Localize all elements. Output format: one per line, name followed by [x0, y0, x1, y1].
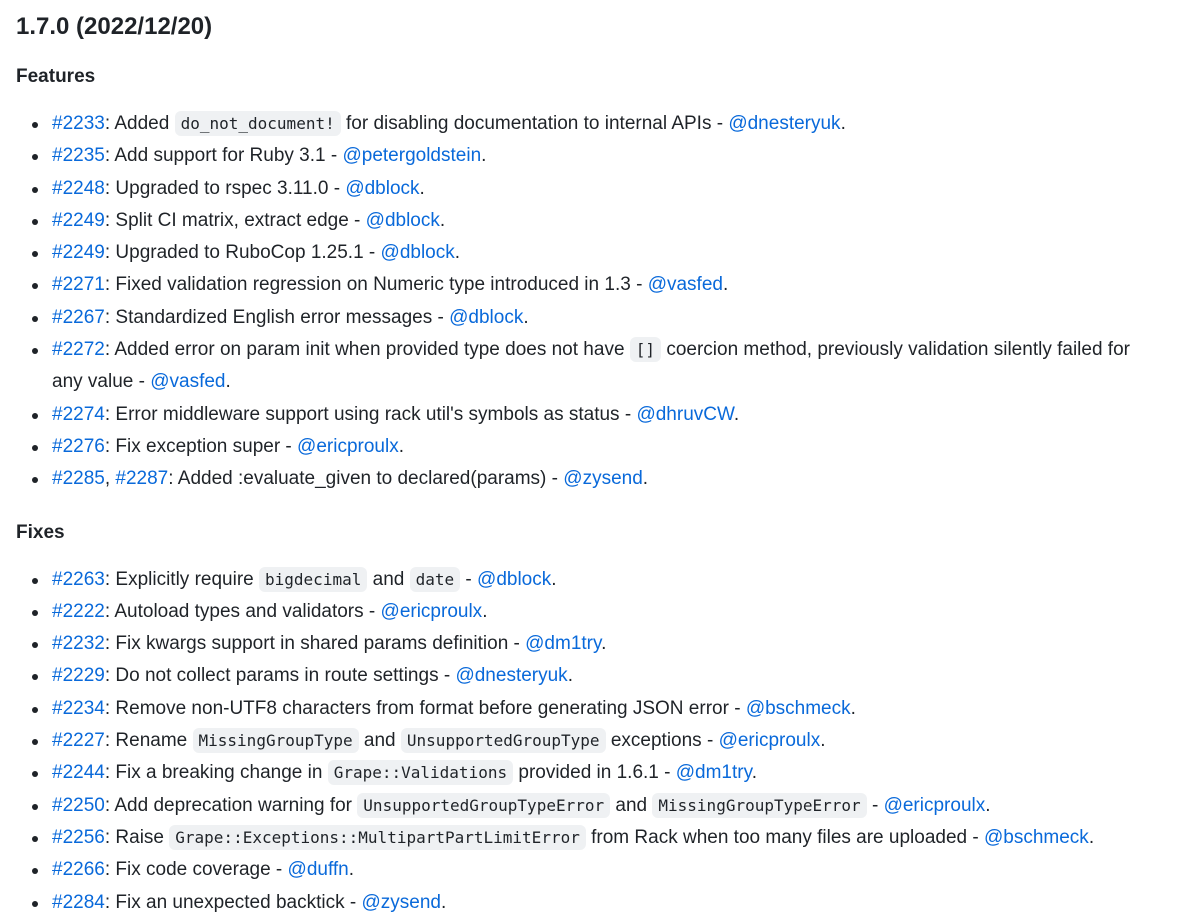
- pr-link[interactable]: #2263: [52, 568, 105, 590]
- author-link[interactable]: @dblock: [365, 209, 440, 231]
- entry-text: exceptions -: [605, 730, 719, 752]
- list-item: [16, 237, 1184, 269]
- entry-separator: :: [104, 209, 116, 231]
- pr-link[interactable]: #2274: [52, 403, 105, 425]
- code-snippet: MissingGroupTypeError: [652, 793, 866, 818]
- list-item: [16, 757, 1184, 789]
- entry-end: .: [642, 468, 649, 490]
- author-link[interactable]: @ericproulx: [297, 435, 399, 457]
- list-item: [16, 660, 1184, 692]
- pr-link[interactable]: #2266: [52, 859, 105, 881]
- author-link[interactable]: @dm1try: [675, 762, 752, 784]
- entry-text: Rename: [115, 730, 193, 752]
- author-link[interactable]: @dblock: [477, 568, 552, 590]
- author-link[interactable]: @bschmeck: [745, 697, 851, 719]
- pr-link[interactable]: #2235: [52, 145, 105, 167]
- entry-end: .: [348, 859, 355, 881]
- entry-text: Fix exception super -: [115, 435, 298, 457]
- list-item: [16, 628, 1184, 660]
- entry-text: and: [358, 730, 401, 752]
- entry-end: .: [482, 600, 488, 622]
- list-item: [16, 854, 1184, 886]
- pr-link[interactable]: #2256: [52, 826, 105, 848]
- entry-text: -: [866, 794, 884, 816]
- entry-end: .: [820, 730, 826, 752]
- entry-separator: :: [104, 113, 115, 134]
- code-snippet: UnsupportedGroupType: [401, 728, 606, 753]
- code-snippet: UnsupportedGroupTypeError: [357, 793, 610, 818]
- author-link[interactable]: @ericproulx: [718, 730, 821, 752]
- fixes-heading: Fixes: [16, 521, 65, 543]
- entry-end: .: [419, 177, 425, 199]
- pr-link[interactable]: #2276: [52, 435, 105, 457]
- list-item: [16, 790, 1184, 822]
- author-link[interactable]: @dm1try: [525, 633, 602, 655]
- entry-text: Split CI matrix, extract edge -: [115, 209, 366, 231]
- author-link[interactable]: @petergoldstein: [342, 145, 482, 167]
- entry-text: from Rack when too many files are uploaded -: [585, 826, 984, 848]
- code-snippet: []: [630, 337, 661, 362]
- entry-text: Fix kwargs support in shared params definition -: [115, 633, 526, 655]
- entry-separator: :: [104, 306, 116, 328]
- entry-end: .: [454, 242, 461, 264]
- code-snippet: do_not_document!: [175, 111, 341, 136]
- pr-link[interactable]: #2232: [52, 633, 105, 655]
- entry-end: .: [850, 697, 856, 719]
- entry-end: .: [840, 113, 846, 134]
- list-item: [16, 302, 1184, 334]
- list-item: [16, 887, 1184, 919]
- entry-end: .: [567, 665, 573, 687]
- entry-end: .: [733, 403, 740, 425]
- entry-separator: :: [168, 468, 178, 490]
- author-link[interactable]: @dhruvCW: [636, 403, 734, 425]
- entry-text: and: [610, 794, 653, 816]
- entry-end: .: [398, 435, 404, 457]
- entry-separator: :: [104, 274, 116, 296]
- fixes-list: [16, 564, 1184, 919]
- pr-separator: ,: [104, 468, 116, 490]
- author-link[interactable]: @dblock: [345, 177, 420, 199]
- entry-end: .: [551, 568, 557, 590]
- author-link[interactable]: @vasfed: [150, 371, 226, 393]
- entry-text: Added :evaluate_given to declared(params) -: [177, 468, 564, 490]
- entry-end: .: [601, 633, 607, 655]
- entry-separator: :: [104, 568, 116, 590]
- entry-text: Upgraded to rspec 3.11.0 -: [115, 177, 346, 199]
- entry-end: .: [440, 891, 447, 913]
- code-snippet: Grape::Validations: [328, 760, 513, 785]
- entry-separator: :: [104, 177, 116, 199]
- entry-separator: :: [104, 600, 115, 622]
- pr-link[interactable]: #2234: [52, 697, 105, 719]
- entry-text: coercion method, previously validation silently failed for any value -: [52, 339, 1130, 393]
- code-snippet: MissingGroupType: [193, 728, 359, 753]
- list-item: [16, 140, 1184, 172]
- entry-text: Do not collect params in route settings -: [115, 665, 456, 687]
- author-link[interactable]: @duffn: [287, 859, 349, 881]
- list-item: [16, 334, 1184, 399]
- list-item: [16, 725, 1184, 757]
- list-item: [16, 269, 1184, 301]
- code-snippet: bigdecimal: [259, 567, 367, 592]
- pr-link[interactable]: #2272: [52, 339, 105, 361]
- entry-end: .: [1088, 826, 1095, 848]
- entry-end: .: [523, 306, 529, 328]
- pr-link[interactable]: #2244: [52, 762, 105, 784]
- entry-text: Error middleware support using rack util's symbols as status -: [115, 403, 637, 425]
- entry-text: Upgraded to RuboCop 1.25.1 -: [115, 242, 381, 264]
- entry-text: Raise: [115, 826, 170, 848]
- list-item: [16, 596, 1184, 628]
- entry-separator: :: [104, 403, 116, 425]
- entry-end: .: [225, 371, 231, 393]
- pr-link[interactable]: #2249: [52, 209, 105, 231]
- pr-link[interactable]: #2267: [52, 306, 105, 328]
- entry-text: Added: [114, 113, 175, 134]
- pr-link[interactable]: #2287: [115, 468, 169, 490]
- entry-text: Fix code coverage -: [115, 859, 288, 881]
- entry-text: Standardized English error messages -: [115, 306, 450, 328]
- entry-separator: :: [104, 339, 115, 361]
- entry-separator: :: [104, 665, 116, 687]
- author-link[interactable]: @dnesteryuk: [728, 113, 841, 134]
- entry-separator: :: [104, 762, 116, 784]
- author-link[interactable]: @zysend: [361, 891, 441, 913]
- entry-text: Fix a breaking change in: [115, 762, 328, 784]
- entry-separator: :: [104, 435, 116, 457]
- list-item: [16, 108, 1184, 140]
- entry-text: Autoload types and validators -: [114, 600, 381, 622]
- entry-end: .: [439, 209, 446, 231]
- entry-separator: :: [104, 697, 116, 719]
- entry-text: Fixed validation regression on Numeric type introduced in 1.3 -: [115, 274, 648, 296]
- entry-end: .: [985, 794, 991, 816]
- list-item: [16, 822, 1184, 854]
- entry-separator: :: [104, 826, 116, 848]
- pr-link[interactable]: #2227: [52, 730, 105, 752]
- pr-link[interactable]: #2250: [52, 794, 105, 816]
- entry-separator: :: [104, 242, 116, 264]
- entry-separator: :: [104, 145, 115, 167]
- list-item: [16, 173, 1184, 205]
- entry-separator: :: [104, 730, 116, 752]
- entry-text: -: [460, 568, 478, 590]
- entry-text: Remove non-UTF8 characters from format before generating JSON error -: [115, 697, 746, 719]
- features-heading: Features: [16, 66, 96, 87]
- author-link[interactable]: @vasfed: [647, 274, 723, 296]
- list-item: [16, 463, 1184, 495]
- pr-link[interactable]: #2271: [52, 274, 105, 296]
- entry-text: Added error on param init when provided type does not have: [114, 339, 630, 361]
- entry-end: .: [481, 145, 487, 167]
- author-link[interactable]: @zysend: [563, 468, 643, 490]
- author-link[interactable]: @dblock: [449, 306, 524, 328]
- author-link[interactable]: @ericproulx: [883, 794, 986, 816]
- list-item: [16, 431, 1184, 463]
- pr-link[interactable]: #2284: [52, 891, 105, 913]
- author-link[interactable]: @dblock: [380, 242, 455, 264]
- pr-link[interactable]: #2285: [52, 468, 105, 490]
- list-item: [16, 399, 1184, 431]
- entry-separator: :: [104, 891, 116, 913]
- entry-text: and: [367, 568, 410, 590]
- entry-text: provided in 1.6.1 -: [513, 762, 676, 784]
- pr-link[interactable]: #2222: [52, 600, 105, 622]
- entry-separator: :: [104, 794, 115, 816]
- version-title: 1.7.0 (2022/12/20): [16, 13, 213, 40]
- entry-text: Explicitly require: [115, 568, 260, 590]
- code-snippet: date: [410, 567, 461, 592]
- list-item: [16, 693, 1184, 725]
- entry-text: Add support for Ruby 3.1 -: [114, 145, 343, 167]
- entry-text: Fix an unexpected backtick -: [115, 891, 362, 913]
- list-item: [16, 205, 1184, 237]
- author-link[interactable]: @dnesteryuk: [455, 665, 568, 687]
- entry-text: Add deprecation warning for: [114, 794, 358, 816]
- code-snippet: Grape::Exceptions::MultipartPartLimitError: [169, 825, 586, 850]
- author-link[interactable]: @bschmeck: [983, 826, 1089, 848]
- entry-end: .: [751, 762, 757, 784]
- features-list: [16, 108, 1184, 496]
- entry-separator: :: [104, 859, 116, 881]
- author-link[interactable]: @ericproulx: [380, 600, 483, 622]
- pr-link[interactable]: #2233: [52, 113, 105, 134]
- entry-separator: :: [104, 633, 116, 655]
- list-item: [16, 564, 1184, 596]
- entry-end: .: [722, 274, 729, 296]
- entry-text: for disabling documentation to internal APIs -: [340, 113, 729, 134]
- pr-link[interactable]: #2249: [52, 242, 105, 264]
- pr-link[interactable]: #2248: [52, 177, 105, 199]
- pr-link[interactable]: #2229: [52, 665, 105, 687]
